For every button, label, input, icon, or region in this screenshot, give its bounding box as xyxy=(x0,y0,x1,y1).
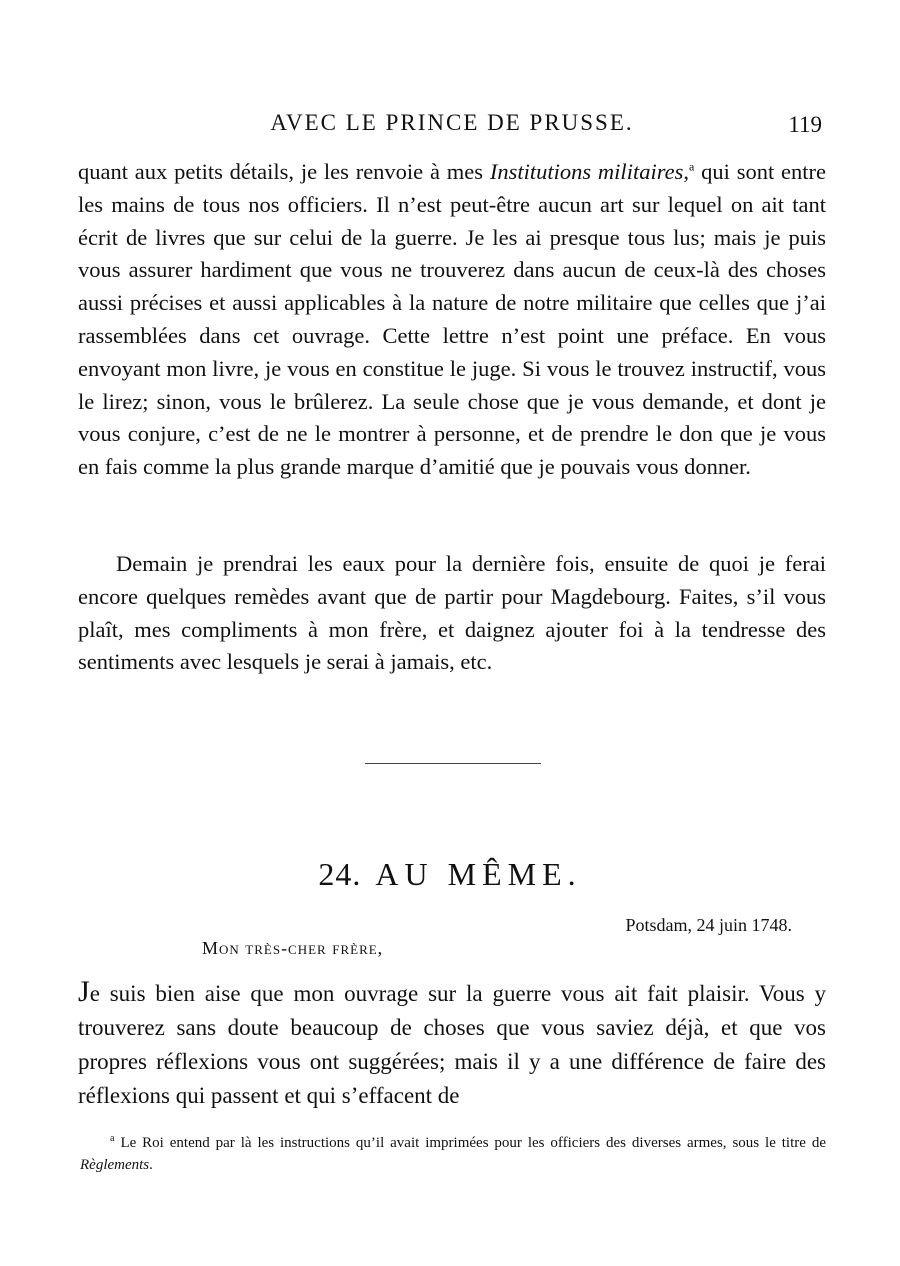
running-head xyxy=(78,110,826,142)
paragraph-2 xyxy=(78,548,826,679)
section-divider xyxy=(365,763,541,764)
paragraph-2-text: Demain je prendrai les eaux pour la dernière fois, ensuite de quoi je ferai encore quelques remèdes avant que de partir pour Magdebourg. Faites, s’il vous plaît, mes compliments à mon frère, et daignez ajouter foi à la tendresse des sentiments avec lesquels je serai à jamais, etc. xyxy=(78,551,826,675)
running-title: AVEC LE PRINCE DE PRUSSE. xyxy=(270,110,634,135)
letter-number: 24. xyxy=(318,856,362,892)
institutions-title: Institutions militaires xyxy=(489,159,684,184)
footnote-italic: Règlements xyxy=(80,1157,150,1173)
footnote xyxy=(80,1128,826,1176)
paragraph-1 xyxy=(78,156,826,484)
paragraph-1-start: quant aux petits détails, je les renvoie à mes xyxy=(78,159,490,184)
paragraph-1-comma: , xyxy=(683,159,689,184)
footnote-reference[interactable]: a xyxy=(688,159,695,174)
letter-heading xyxy=(0,856,900,893)
footnote-text: Le Roi entend par là les instructions qu’il avait imprimées pour les officiers des diverses armes, sous le titre de xyxy=(120,1135,826,1151)
salutation: Mon très-cher frère, xyxy=(202,938,384,958)
page-number: 119 xyxy=(788,112,822,137)
dateline: Potsdam, 24 juin 1748. xyxy=(625,915,792,935)
letter-body-text: e suis bien aise que mon ouvrage sur la guerre vous ait fait plaisir. Vous y trouverez sans doute beaucoup de choses que vous saviez déjà, et que vos propres réflexions vous ont suggérées; mais il y a une différence de faire des réflexions qui passent et qui s’effacent de xyxy=(78,981,826,1108)
letter-body xyxy=(78,975,826,1113)
footnote-end: . xyxy=(149,1157,153,1173)
letter-title: AU MÊME. xyxy=(375,856,582,892)
drop-cap: J xyxy=(78,975,90,1008)
paragraph-1-rest: qui sont entre les mains de tous nos officiers. Il n’est peut-être aucun art sur lequel on ait tant écrit de livres que sur celui de la guerre. Je les ai presque tous lus; mais je puis vous assurer hardiment que vous ne trouverez dans aucun de ceux-là des choses aussi précises et aussi applicables à la nature de notre militaire que celles que j’ai rassemblées dans cet ouvrage. Cette lettre n’est point une préface. En vous envoyant mon livre, je vous en constitue le juge. Si vous le trouvez instructif, vous le lirez; sinon, vous le brûlerez. La seule chose que je vous demande, et dont je vous conjure, c’est de ne le montrer à personne, et de prendre le don que je vous en fais comme la plus grande marque d’amitié que je pouvais vous donner. xyxy=(78,159,826,480)
footnote-mark: a xyxy=(110,1133,115,1144)
